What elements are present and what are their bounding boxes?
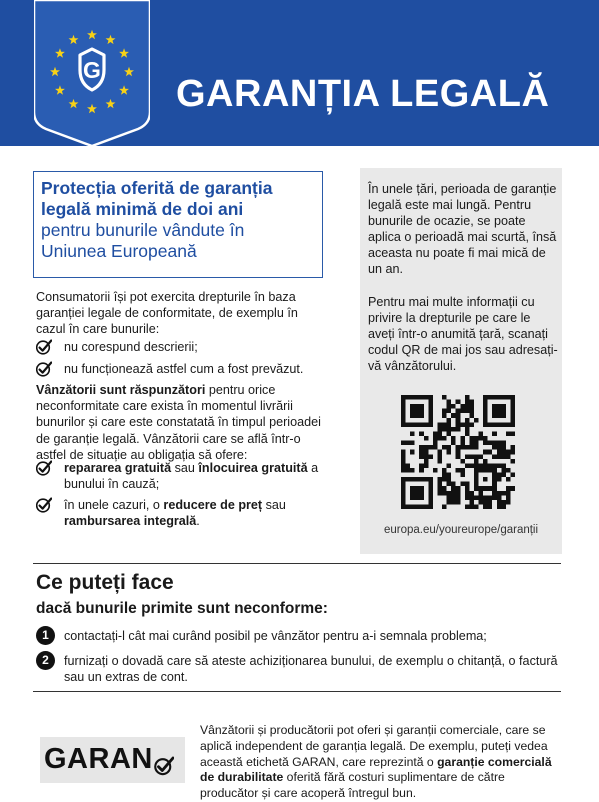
remedy-connector: sau	[262, 498, 286, 512]
rights-paragraph: Consumatorii își pot exercita drepturile în baza garanției legale de conformitate, de exemplu în cazul în care bunurile:	[36, 290, 298, 337]
intro-normal-line1: pentru bunurile vândute în	[41, 220, 245, 240]
step-number-badge: 2	[36, 651, 55, 670]
remedy-connector: sau	[171, 461, 199, 475]
commercial-guarantee-paragraph	[200, 723, 562, 802]
step-text: contactați-l cât mai curând posibil pe vânzător pentru a-i semnala problema;	[64, 629, 487, 643]
commercial-text-bold: garanție comercială de durabilitate	[200, 754, 552, 785]
checkmark-icon	[36, 361, 52, 377]
page-title: GARANȚIA LEGALĂ	[176, 73, 550, 115]
commercial-text-pre: Vânzătorii și producătorii pot oferi și garanții comerciale, care se aplică independent de garanția legală. De exemplu, puteți vedea această etichetă GARAN, care reprezintă o	[200, 723, 548, 769]
remedy-text	[64, 497, 326, 529]
remedy-replace: înlocuirea gratuită	[198, 461, 308, 475]
header-banner	[0, 0, 599, 146]
condition-text: nu funcționează astfel cum a fost prevăzut.	[64, 362, 304, 376]
longer-period-paragraph: În unele țări, perioada de garanție legală este mai lungă. Pentru bunurile de ocazie, se poate aplica o perioadă mai scurtă, însă aceasta nu poate fi mai mică de un an.	[368, 182, 557, 276]
garan-label-logo	[40, 737, 185, 783]
step-number-badge: 1	[36, 626, 55, 645]
remedy-refund: rambursarea integrală	[64, 514, 197, 529]
commercial-text-post: oferită fără costuri suplimentare de către producător și care acoperă întregul bun.	[200, 770, 505, 801]
remedy-pre: în unele cazuri, o	[64, 498, 164, 512]
intro-box	[33, 171, 323, 278]
remedy-repair: repararea gratuită	[64, 461, 172, 475]
logo-letter: G	[83, 57, 101, 83]
intro-normal-line2: Uniunea Europeană	[41, 241, 197, 261]
section-divider	[33, 691, 561, 692]
remedy-text	[64, 460, 326, 492]
remedy-price-reduction: reducere de preț	[163, 498, 263, 512]
checkmark-icon	[36, 339, 52, 355]
garan-logo-text: GARAN	[44, 743, 153, 775]
checkmark-icon	[36, 497, 52, 513]
checkmark-icon	[154, 756, 174, 776]
remedy-end: .	[196, 514, 200, 529]
section-divider	[33, 563, 561, 564]
seller-liability-text: pentru orice neconformitate care exista în momentul livrării bunurilor și care este constatată în timpul perioadei de garanție legală. Vânzătorii care se află într-o astfel de situație au obligația să ofere:	[36, 383, 321, 462]
checkmark-icon	[36, 460, 52, 476]
intro-bold-line2: legală minimă de doi ani	[41, 199, 244, 219]
remedy-tail: a bunului în cauză;	[64, 461, 319, 492]
seller-liability-bold: Vânzătorii sunt răspunzători	[36, 383, 206, 397]
intro-bold-line1: Protecția oferită de garanția	[41, 178, 273, 198]
condition-text: nu corespund descrierii;	[64, 340, 198, 354]
qr-code[interactable]	[401, 395, 515, 509]
step-text: furnizați o dovadă care să ateste achiziționarea bunului, de exemplu o chitanță, o factură sau un extras de cont.	[64, 654, 558, 685]
youreurope-link[interactable]: europa.eu/youreurope/garanții	[383, 524, 539, 536]
more-info-paragraph: Pentru mai multe informații cu privire la drepturile pe care le aveți într-o anumită țară, scanați codul QR de mai jos sau adresați-vă vânzătorului.	[368, 295, 558, 373]
what-to-do-subtitle: dacă bunurile primite sunt neconforme:	[36, 600, 328, 617]
what-to-do-title: Ce puteți face	[36, 571, 174, 594]
seller-liability-paragraph	[36, 382, 326, 463]
eu-guarantee-shield-logo	[34, 0, 150, 146]
